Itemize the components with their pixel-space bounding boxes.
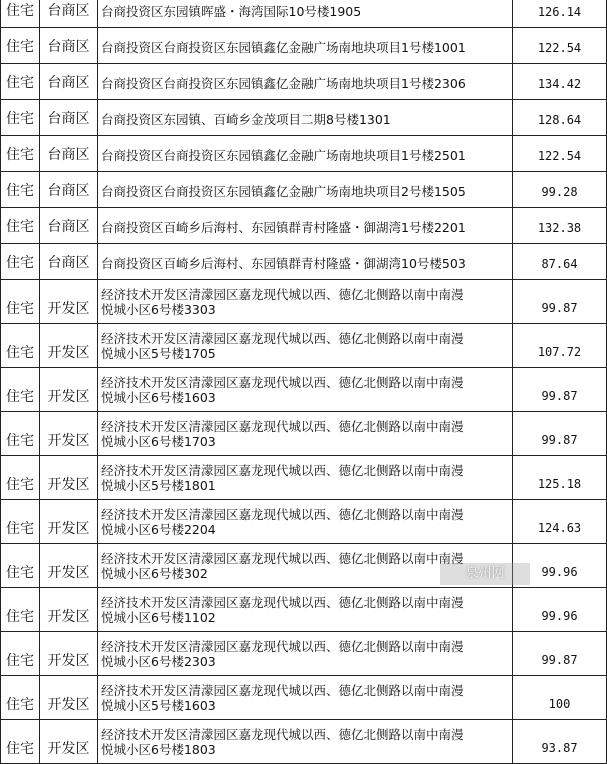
address-line: 悦城小区6号楼2303 — [101, 653, 216, 669]
address-line: 悦城小区6号楼3303 — [101, 301, 216, 317]
table-row — [1, 172, 607, 208]
address-line: 经济技术开发区清濛园区嘉龙现代城以西、德亿北侧路以南中南漫 — [101, 726, 464, 742]
cell-address[interactable] — [98, 632, 513, 676]
table-row — [1, 632, 607, 676]
cell-address[interactable] — [98, 136, 513, 172]
cell-property-type[interactable]: 住宅 — [1, 64, 40, 100]
table-row — [1, 208, 607, 244]
cell-district[interactable]: 台商区 — [40, 136, 98, 172]
address-line: 悦城小区6号楼1703 — [101, 433, 216, 449]
cell-property-type[interactable]: 住宅 — [1, 720, 40, 764]
cell-address[interactable] — [98, 100, 513, 136]
cell-district[interactable]: 台商区 — [40, 64, 98, 100]
address-line: 台商投资区台商投资区东园镇鑫亿金融广场南地块项目1号楼1001 — [101, 40, 466, 55]
cell-property-type[interactable]: 住宅 — [1, 632, 40, 676]
address-line: 悦城小区6号楼2204 — [101, 521, 216, 537]
address-line: 台商投资区东园镇、百崎乡金茂项目二期8号楼1301 — [101, 112, 391, 127]
address-line: 经济技术开发区清濛园区嘉龙现代城以西、德亿北侧路以南中南漫 — [101, 594, 464, 610]
table-row — [1, 64, 607, 100]
address-line: 悦城小区6号楼302 — [101, 565, 208, 581]
cell-area[interactable]: 93.87 — [513, 720, 607, 764]
address-line: 悦城小区5号楼1801 — [101, 477, 216, 493]
cell-district[interactable]: 开发区 — [40, 544, 98, 588]
cell-district[interactable]: 台商区 — [40, 100, 98, 136]
address-line: 台商投资区台商投资区东园镇鑫亿金融广场南地块项目1号楼2306 — [101, 76, 466, 91]
table-row — [1, 368, 607, 412]
cell-address[interactable] — [98, 456, 513, 500]
cell-district[interactable]: 开发区 — [40, 368, 98, 412]
address-line: 悦城小区6号楼1803 — [101, 741, 216, 757]
address-line: 经济技术开发区清濛园区嘉龙现代城以西、德亿北侧路以南中南漫 — [101, 462, 464, 478]
address-line: 台商投资区百崎乡后海村、东园镇群青村隆盛・御湖湾1号楼2201 — [101, 220, 466, 235]
address-line: 台商投资区百崎乡后海村、东园镇群青村隆盛・御湖湾10号楼503 — [101, 256, 466, 271]
cell-address[interactable] — [98, 500, 513, 544]
cell-area[interactable]: 100 — [513, 676, 607, 720]
cell-district[interactable]: 开发区 — [40, 720, 98, 764]
cell-address[interactable] — [98, 64, 513, 100]
cell-district[interactable]: 开发区 — [40, 676, 98, 720]
cell-area[interactable]: 87.64 — [513, 244, 607, 280]
cell-property-type[interactable]: 住宅 — [1, 244, 40, 280]
cell-district[interactable]: 开发区 — [40, 280, 98, 324]
address-line: 经济技术开发区清濛园区嘉龙现代城以西、德亿北侧路以南中南漫 — [101, 286, 464, 302]
cell-area[interactable]: 107.72 — [513, 324, 607, 368]
cell-property-type[interactable]: 住宅 — [1, 412, 40, 456]
address-line: 经济技术开发区清濛园区嘉龙现代城以西、德亿北侧路以南中南漫 — [101, 330, 464, 346]
address-line: 经济技术开发区清濛园区嘉龙现代城以西、德亿北侧路以南中南漫 — [101, 506, 464, 522]
address-line: 经济技术开发区清濛园区嘉龙现代城以西、德亿北侧路以南中南漫 — [101, 550, 464, 566]
address-line: 台商投资区东园镇晖盛・海湾国际10号楼1905 — [101, 4, 362, 19]
cell-area[interactable]: 99.28 — [513, 172, 607, 208]
cell-property-type[interactable]: 住宅 — [1, 500, 40, 544]
table-row — [1, 412, 607, 456]
cell-property-type[interactable]: 住宅 — [1, 208, 40, 244]
address-line: 经济技术开发区清濛园区嘉龙现代城以西、德亿北侧路以南中南漫 — [101, 638, 464, 654]
cell-address[interactable] — [98, 324, 513, 368]
cell-area[interactable]: 99.87 — [513, 632, 607, 676]
cell-district[interactable]: 开发区 — [40, 456, 98, 500]
address-line: 经济技术开发区清濛园区嘉龙现代城以西、德亿北侧路以南中南漫 — [101, 682, 464, 698]
property-table-body — [1, 0, 607, 764]
cell-area[interactable]: 132.38 — [513, 208, 607, 244]
cell-area[interactable]: 99.96 — [513, 588, 607, 632]
cell-address[interactable] — [98, 676, 513, 720]
cell-property-type[interactable]: 住宅 — [1, 456, 40, 500]
cell-area[interactable]: 124.63 — [513, 500, 607, 544]
cell-property-type[interactable]: 住宅 — [1, 136, 40, 172]
table-row — [1, 676, 607, 720]
cell-area[interactable]: 126.14 — [513, 0, 607, 28]
cell-address[interactable] — [98, 172, 513, 208]
cell-address[interactable] — [98, 412, 513, 456]
cell-area[interactable]: 99.87 — [513, 412, 607, 456]
cell-area[interactable]: 99.87 — [513, 280, 607, 324]
cell-area[interactable]: 99.87 — [513, 368, 607, 412]
cell-property-type[interactable]: 住宅 — [1, 368, 40, 412]
cell-district[interactable]: 台商区 — [40, 172, 98, 208]
cell-area[interactable]: 128.64 — [513, 100, 607, 136]
cell-district[interactable]: 开发区 — [40, 588, 98, 632]
cell-property-type[interactable]: 住宅 — [1, 280, 40, 324]
cell-district[interactable]: 开发区 — [40, 324, 98, 368]
table-row — [1, 324, 607, 368]
cell-district[interactable]: 开发区 — [40, 412, 98, 456]
cell-area[interactable]: 125.18 — [513, 456, 607, 500]
cell-address[interactable] — [98, 588, 513, 632]
cell-property-type[interactable]: 住宅 — [1, 544, 40, 588]
cell-area[interactable]: 122.54 — [513, 28, 607, 64]
address-line: 悦城小区5号楼1705 — [101, 345, 216, 361]
cell-area[interactable]: 99.96 — [513, 544, 607, 588]
cell-district[interactable]: 台商区 — [40, 208, 98, 244]
address-line: 经济技术开发区清濛园区嘉龙现代城以西、德亿北侧路以南中南漫 — [101, 374, 464, 390]
cell-district[interactable]: 台商区 — [40, 0, 98, 28]
site-watermark: 泉州网 — [440, 563, 530, 585]
cell-address[interactable] — [98, 208, 513, 244]
cell-address[interactable] — [98, 28, 513, 64]
cell-district[interactable]: 开发区 — [40, 632, 98, 676]
cell-property-type[interactable]: 住宅 — [1, 676, 40, 720]
cell-area[interactable]: 122.54 — [513, 136, 607, 172]
cell-property-type[interactable]: 住宅 — [1, 28, 40, 64]
cell-property-type[interactable]: 住宅 — [1, 100, 40, 136]
table-row — [1, 100, 607, 136]
cell-property-type[interactable]: 住宅 — [1, 588, 40, 632]
cell-address[interactable] — [98, 720, 513, 764]
cell-address[interactable] — [98, 0, 513, 28]
address-line: 悦城小区5号楼1603 — [101, 697, 216, 713]
table-row — [1, 28, 607, 64]
cell-property-type[interactable]: 住宅 — [1, 0, 40, 28]
cell-property-type[interactable]: 住宅 — [1, 172, 40, 208]
address-line: 经济技术开发区清濛园区嘉龙现代城以西、德亿北侧路以南中南漫 — [101, 418, 464, 434]
cell-address[interactable] — [98, 280, 513, 324]
address-line: 台商投资区台商投资区东园镇鑫亿金融广场南地块项目1号楼2501 — [101, 148, 466, 163]
cell-district[interactable]: 台商区 — [40, 244, 98, 280]
cell-area[interactable]: 134.42 — [513, 64, 607, 100]
table-row — [1, 0, 607, 28]
table-row — [1, 244, 607, 280]
cell-address[interactable] — [98, 244, 513, 280]
address-line: 悦城小区6号楼1102 — [101, 609, 216, 625]
cell-district[interactable]: 开发区 — [40, 500, 98, 544]
table-row — [1, 720, 607, 764]
table-row — [1, 280, 607, 324]
address-line: 台商投资区台商投资区东园镇鑫亿金融广场南地块项目2号楼1505 — [101, 184, 466, 199]
cell-property-type[interactable]: 住宅 — [1, 324, 40, 368]
cell-address[interactable] — [98, 368, 513, 412]
table-row — [1, 500, 607, 544]
cell-district[interactable]: 台商区 — [40, 28, 98, 64]
address-line: 悦城小区6号楼1603 — [101, 389, 216, 405]
table-row — [1, 456, 607, 500]
table-row — [1, 588, 607, 632]
table-row — [1, 136, 607, 172]
